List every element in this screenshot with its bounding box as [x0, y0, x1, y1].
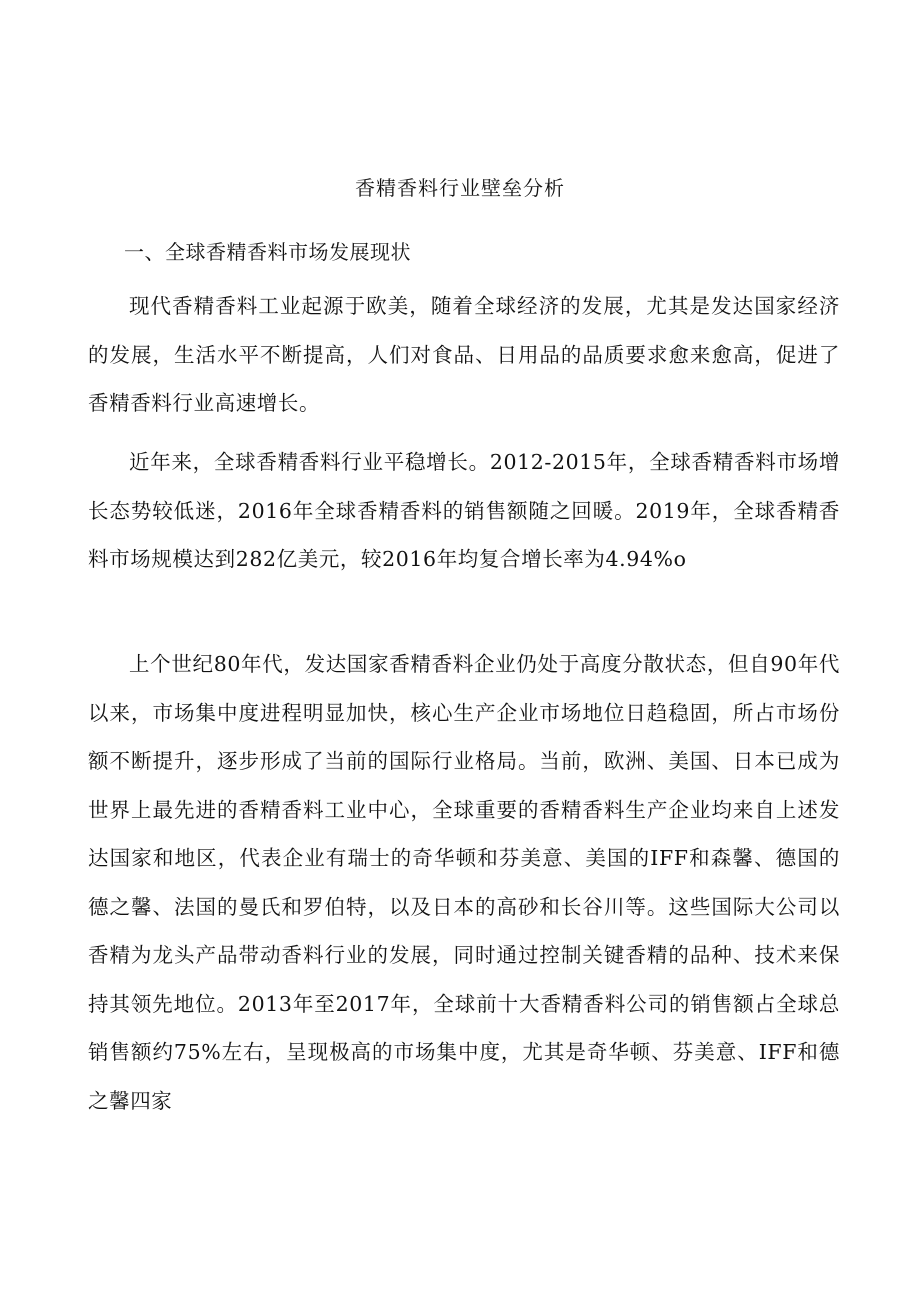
document-title: 香精香料行业壁垒分析 [355, 176, 565, 200]
section-heading: 一、全球香精香料市场发展现状 [124, 240, 411, 264]
paragraph: 近年来，全球香精香料行业平稳增长。2012-2015年，全球香精香料市场增长态势较低迷，2016年全球香精香料的销售额随之回暖。2019年，全球香精香料市场规模达到282亿美元，较2016年均复合增长率为4.94%o [88, 450, 840, 571]
paragraph: 现代香精香料工业起源于欧美，随着全球经济的发展，尤其是发达国家经济的发展，生活水平不断提高，人们对食品、日用品的品质要求愈来愈高，促进了香精香料行业高速增长。 [88, 294, 840, 415]
paragraph: 上个世纪80年代，发达国家香精香料企业仍处于高度分散状态，但自90年代以来，市场集中度进程明显加快，核心生产企业市场地位日趋稳固，所占市场份额不断提升，逐步形成了当前的国际行业格局。当前，欧洲、美国、日本已成为世界上最先进的香精香料工业中心，全球重要的香精香料生产企业均来自上述发达国家和地区，代表企业有瑞士的奇华顿和芬美意、美国的IFF和森馨、德国的德之馨、法国的曼氏和罗伯特，以及日本的高砂和长谷川等。这些国际大公司以香精为龙头产品带动香料行业的发展，同时通过控制关键香精的品种、技术来保持其领先地位。2013年至2017年，全球前十大香精香料公司的销售额占全球总销售额约75%左右，呈现极高的市场集中度，尤其是奇华顿、芬美意、IFF和德之馨四家 [88, 652, 840, 1113]
